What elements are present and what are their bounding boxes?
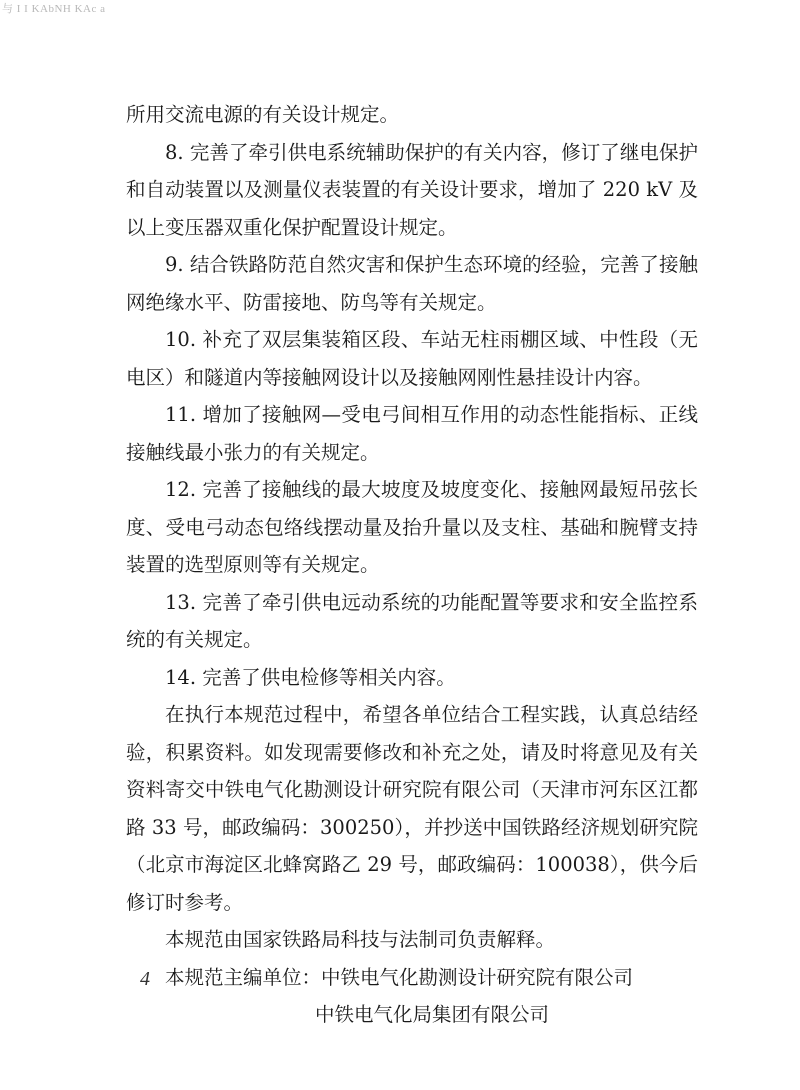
header-watermark: 与 I I KAbNH KAc a <box>2 3 106 15</box>
editor-unit-line: 本规范主编单位：中铁电气化勘测设计研究院有限公司 <box>165 965 634 989</box>
paragraph-item-11: 11. 增加了接触网—受电弓间相互作用的动态性能指标、正线接触线最小张力的有关规定。 <box>126 403 698 464</box>
paragraph-item-13: 13. 完善了牵引供电远动系统的功能配置等要求和安全监控系统的有关规定。 <box>126 590 698 651</box>
document-body <box>126 96 698 1034</box>
paragraph-item-9: 9. 结合铁路防范自然灾害和保护生态环境的经验，完善了接触网绝缘水平、防雷接地、防鸟等有关规定。 <box>126 253 698 314</box>
page-number: 4 <box>140 968 150 990</box>
paragraph-continuation: 所用交流电源的有关设计规定。 <box>126 103 400 126</box>
paragraph-item-14: 14. 完善了供电检修等相关内容。 <box>165 665 456 689</box>
paragraph-feedback-request: 在执行本规范过程中，希望各单位结合工程实践，认真总结经验，积累资料。如发现需要修改和补充之处，请及时将意见及有关资料寄交中铁电气化勘测设计研究院有限公司（天津市河东区江都路 33 号，邮政编码：300250），并抄送中国铁路经济规划研究院（北京市海淀区北蜂窝路乙 29 号，邮政编码：100038），供今后修订时参考。 <box>126 703 698 914</box>
paragraph-item-12: 12. 完善了接触线的最大坡度及坡度变化、接触网最短吊弦长度、受电弓动态包络线摆动量及抬升量以及支柱、基础和腕臂支持装置的选型原则等有关规定。 <box>126 478 698 576</box>
paragraph-interpretation: 本规范由国家铁路局科技与法制司负责解释。 <box>165 928 556 951</box>
paragraph-item-10: 10. 补充了双层集装箱区段、车站无柱雨棚区域、中性段（无电区）和隧道内等接触网设计以及接触网刚性悬挂设计内容。 <box>126 328 698 389</box>
editor-unit-second: 中铁电气化局集团有限公司 <box>314 1003 549 1026</box>
paragraph-item-8: 8. 完善了牵引供电系统辅助保护的有关内容，修订了继电保护和自动装置以及测量仪表装置的有关设计要求，增加了 220 kV 及以上变压器双重化保护配置设计规定。 <box>126 140 698 239</box>
